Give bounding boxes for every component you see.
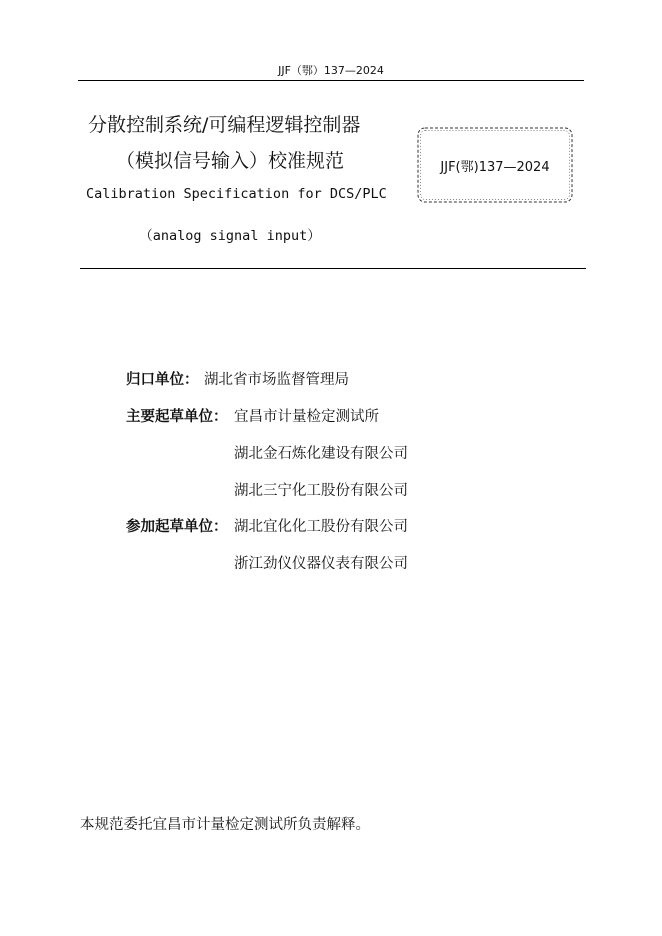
participating-drafters-label: 参加起草单位：	[126, 519, 228, 535]
spec-code-text: JJF(鄂)137—2024	[440, 160, 550, 175]
spec-code-box	[416, 126, 574, 204]
main-drafters-label: 主要起草单位：	[126, 409, 228, 425]
main-drafter-item: 宜昌市计量检定测试所	[234, 409, 379, 425]
title-zh-line1: 分散控制系统/可编程逻辑控制器	[88, 114, 361, 136]
responsible-unit-value: 湖北省市场监督管理局	[204, 372, 349, 388]
main-drafter-item: 湖北三宁化工股份有限公司	[234, 483, 408, 499]
responsible-unit-label: 归口单位：	[126, 372, 199, 388]
participating-drafter-item: 湖北宜化化工股份有限公司	[234, 519, 408, 535]
header-rule	[78, 80, 584, 81]
title-rule	[80, 268, 586, 269]
participating-drafter-item: 浙江劲仪仪器仪表有限公司	[234, 556, 408, 572]
interpretation-note: 本规范委托宜昌市计量检定测试所负责解释。	[80, 817, 370, 833]
main-drafter-item: 湖北金石炼化建设有限公司	[234, 446, 408, 462]
title-en-line1: Calibration Specification for DCS/PLC	[86, 186, 387, 202]
title-en-line2: （analog signal input）	[139, 228, 321, 244]
title-zh-line2: （模拟信号输入）校准规范	[115, 150, 344, 172]
header-code: JJF（鄂）137—2024	[278, 64, 384, 77]
